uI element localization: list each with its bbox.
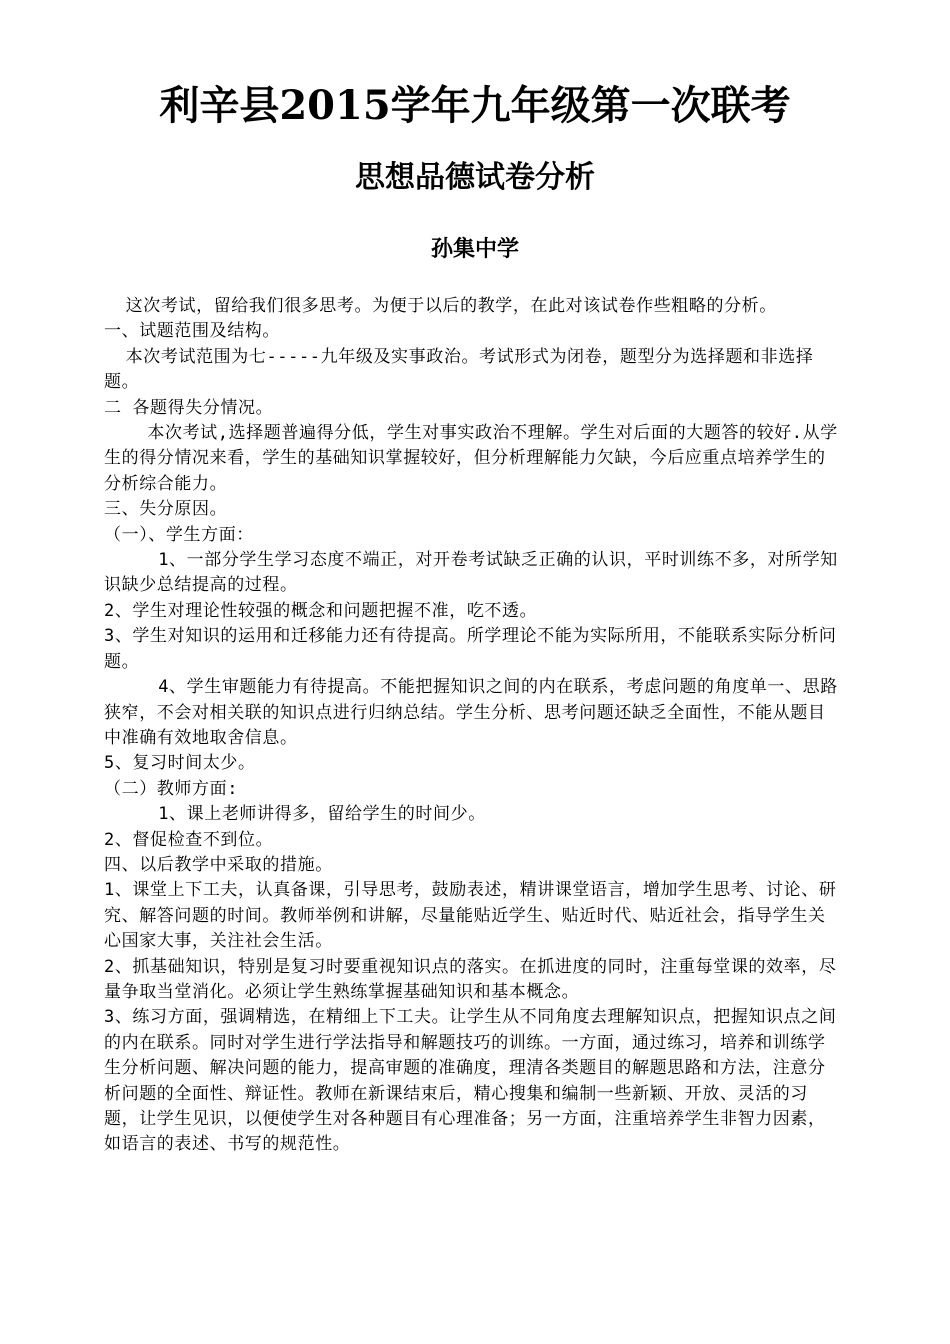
list-item: 3、学生对知识的运用和迁移能力还有待提高。所学理论不能为实际所用，不能联系实际分析问题。 xyxy=(104,626,837,672)
list-item: 4、学生审题能力有待提高。不能把握知识之间的内在联系，考虑问题的角度单一、思路狭窄，不会对相关联的知识点进行归纳总结。学生分析、思考问题还缺乏全面性，不能从题目中准确有效地取舍信息。 xyxy=(104,677,838,748)
subsection-heading-teachers: （二）教师方面: xyxy=(104,778,239,799)
school-name: 孙集中学 xyxy=(430,236,519,262)
section-heading-4: 四、以后教学中采取的措施。 xyxy=(104,854,333,875)
document-subtitle: 思想品德试卷分析 xyxy=(355,160,595,195)
section-heading-3: 三、失分原因。 xyxy=(104,499,228,520)
list-item: 1、课上老师讲得多，留给学生的时间少。 xyxy=(104,804,486,825)
list-item: 1、一部分学生学习态度不端正，对开卷考试缺乏正确的认识，平时训练不多，对所学知识缺少总结提高的过程。 xyxy=(104,550,838,596)
document-body xyxy=(104,294,839,1158)
list-item: 2、学生对理论性较强的概念和问题把握不准，吃不透。 xyxy=(104,600,538,621)
paragraph-intro: 这次考试，留给我们很多思考。为便于以后的教学，在此对该试卷作些粗略的分析。 xyxy=(104,296,777,316)
section-heading-1: 一、试题范围及结构。 xyxy=(104,321,280,342)
list-item: 5、复习时间太少。 xyxy=(104,753,256,774)
document-title: 利辛县2015学年九年级第一次联考 xyxy=(159,82,791,129)
paragraph: 本次考试范围为七-----九年级及实事政治。考试形式为闭卷，题型分为选择题和非选择题。 xyxy=(104,346,814,393)
list-item: 3、练习方面，强调精选，在精细上下工夫。让学生从不同角度去理解知识点，把握知识点之间的内在联系。同时对学生进行学法指导和解题技巧的训练。一方面，通过练习，培养和训练学生分析问题、解决问题的能力，提高审题的准确度，理清各类题目的解题思路和方法，注意分析问题的全面性、辩证性。教师在新课结束后，精心搜集和编制一些新颖、开放、灵活的习题，让学生见识，以便使学生对各种题目有心理准备；另一方面，注重培养学生非智力因素，如语言的表述、书写的规范性。 xyxy=(104,1007,837,1155)
list-item: 2、抓基础知识，特别是复习时要重视知识点的落实。在抓进度的同时，注重每堂课的效率，尽量争取当堂消化。必须让学生熟练掌握基础知识和基本概念。 xyxy=(104,956,837,1002)
list-item: 2、督促检查不到位。 xyxy=(104,829,274,850)
paragraph: 本次考试,选择题普遍得分低，学生对事实政治不理解。学生对后面的大题答的较好.从学生的得分情况来看，学生的基础知识掌握较好，但分析理解能力欠缺，今后应重点培养学生的 分析综合能力。 xyxy=(104,423,838,494)
subsection-heading-students: （一）、学生方面： xyxy=(104,524,254,545)
section-heading-2: 二 各题得失分情况。 xyxy=(104,397,274,418)
list-item: 1、课堂上下工夫，认真备课，引导思考，鼓励表述，精讲课堂语言，增加学生思考、讨论、研究、解答问题的时间。教师举例和讲解，尽量能贴近学生、贴近时代、贴近社会，指导学生关心国家大事，关注社会生活。 xyxy=(104,880,837,952)
